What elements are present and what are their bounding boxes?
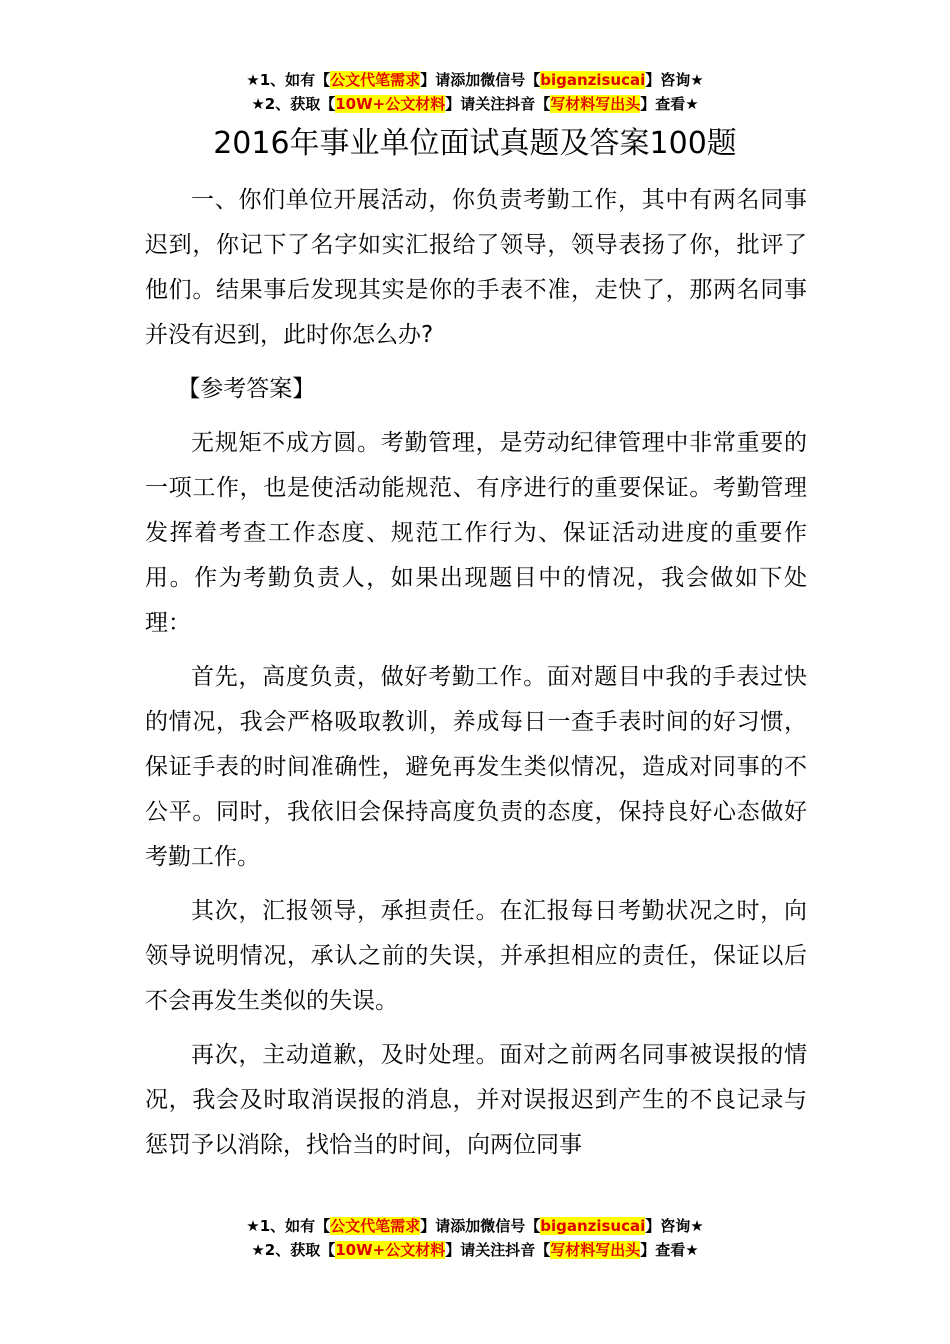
answer-heading: 【参考答案】 [177,376,316,402]
banner-line-1 [0,68,950,92]
wechat-id-highlight: biganzisucai [540,71,646,89]
banner-text: 】请添加微信号【 [420,71,541,89]
banner-text: 】请关注抖音【 [445,95,551,113]
highlight-text: 公文代笔需求 [330,1217,421,1235]
body-paragraph: 再次，主动道歉，及时处理。面对之前两名同事被误报的情况，我会及时取消误报的消息，并对误报迟到产生的不良记录与惩罚予以消除，找恰当的时间，向两位同事 [145,1042,807,1158]
banner-text: ★1、如有【 [246,1217,331,1235]
question-paragraph: 一、你们单位开展活动，你负责考勤工作，其中有两名同事迟到，你记下了名字如实汇报给了领导，领导表扬了你，批评了他们。结果事后发现其实是你的手表不准，走快了，那两名同事并没有迟到，此时你怎么办? [145,187,807,348]
body-paragraph: 其次，汇报领导，承担责任。在汇报每日考勤状况之时，向领导说明情况，承认之前的失误，并承担相应的责任，保证以后不会再发生类似的失误。 [145,898,807,1014]
highlight-text: 10W+公文材料 [335,1241,446,1259]
banner-text: 】查看★ [640,95,699,113]
footer-banner [0,1214,950,1262]
header-banner [0,68,950,116]
banner-text: 】咨询★ [645,71,704,89]
highlight-text: 10W+公文材料 [335,95,446,113]
body-paragraph: 首先，高度负责，做好考勤工作。面对题目中我的手表过快的情况，我会严格吸取教训，养成每日一查手表时间的好习惯，保证手表的时间准确性，避免再发生类似情况，造成对同事的不公平。同时，我依旧会保持高度负责的态度，保持良好心态做好考勤工作。 [145,664,807,870]
banner-text: ★1、如有【 [246,71,331,89]
banner-text: ★2、获取【 [251,1241,336,1259]
wechat-id-highlight: biganzisucai [540,1217,646,1235]
douyin-name-highlight: 写材料写出头 [550,1241,641,1259]
banner-line-1 [0,1214,950,1238]
highlight-text: 公文代笔需求 [330,71,421,89]
douyin-name-highlight: 写材料写出头 [550,95,641,113]
banner-text: 】请添加微信号【 [420,1217,541,1235]
document-body [145,178,807,1177]
banner-text: 】请关注抖音【 [445,1241,551,1259]
banner-text: ★2、获取【 [251,95,336,113]
body-paragraph: 无规矩不成方圆。考勤管理，是劳动纪律管理中非常重要的一项工作，也是使活动能规范、有序进行的重要保证。考勤管理发挥着考查工作态度、规范工作行为、保证活动进度的重要作用。作为考勤负责人，如果出现题目中的情况，我会做如下处理： [145,430,807,636]
banner-line-2 [0,92,950,116]
banner-line-2 [0,1238,950,1262]
banner-text: 】查看★ [640,1241,699,1259]
document-title: 2016年事业单位面试真题及答案100题 [213,126,737,161]
banner-text: 】咨询★ [645,1217,704,1235]
